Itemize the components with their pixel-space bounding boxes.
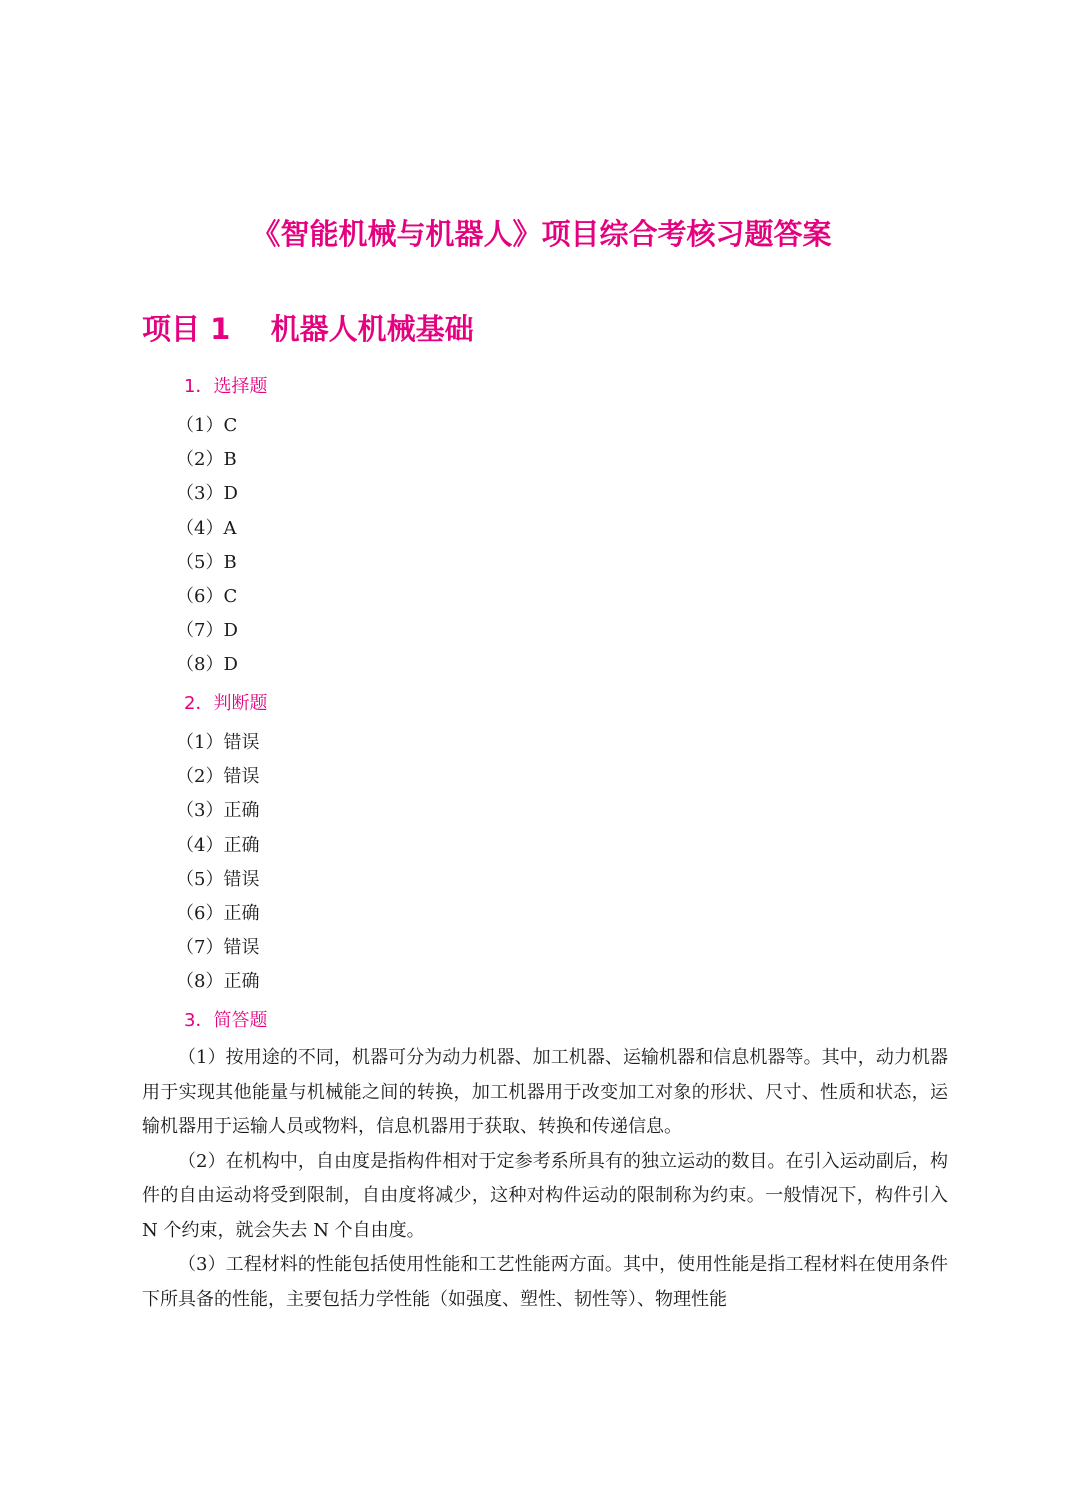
short-answer-paragraph: （2）在机构中，自由度是指构件相对于定参考系所具有的独立运动的数目。在引入运动副后，构件的自由运动将受到限制，自由度将减少，这种对构件运动的限制称为约束。一般情况下，构件引入 N 个约束，就会失去 N 个自由度。 xyxy=(142,1150,948,1241)
judgment-answer-list xyxy=(176,726,259,1000)
list-item: （6）正确 xyxy=(176,902,260,924)
section-heading-judgment: 2．判断题 xyxy=(184,693,268,714)
choice-answer-list xyxy=(176,409,238,683)
list-item: （3）D xyxy=(176,483,238,505)
list-item: （3）正确 xyxy=(176,800,260,822)
short-answer-body xyxy=(142,1041,948,1317)
short-answer-paragraph: （3）工程材料的性能包括使用性能和工艺性能两方面。其中，使用性能是指工程材料在使用条件下所具备的性能，主要包括力学性能（如强度、塑性、韧性等）、物理性能 xyxy=(142,1254,948,1310)
list-item: （7）D xyxy=(176,620,238,642)
list-item: （1）错误 xyxy=(176,732,260,753)
list-item: （2）错误 xyxy=(176,766,260,788)
list-item: （4）A xyxy=(176,517,237,539)
short-answer-paragraph: （1）按用途的不同，机器可分为动力机器、加工机器、运输机器和信息机器等。其中，动力机器用于实现其他能量与机械能之间的转换，加工机器用于改变加工对象的形状、尺寸、性质和状态，运输机器用于运输人员或物料，信息机器用于获取、转换和传递信息。 xyxy=(142,1047,948,1137)
list-item: （6）C xyxy=(176,585,238,607)
list-item: （8）D xyxy=(176,654,238,676)
list-item: （8）正确 xyxy=(176,971,260,993)
list-item: （5）B xyxy=(176,551,237,573)
section-heading-short-answer: 3．简答题 xyxy=(184,1010,268,1031)
list-item: （4）正确 xyxy=(176,834,260,856)
list-item: （1）C xyxy=(176,415,238,436)
list-item: （5）错误 xyxy=(176,868,260,890)
list-item: （7）错误 xyxy=(176,937,260,959)
list-item: （2）B xyxy=(176,449,237,471)
section-heading-choice: 1．选择题 xyxy=(184,376,268,397)
document-title: 《智能机械与机器人》项目综合考核习题答案 xyxy=(251,217,832,251)
project-heading: 项目 1 机器人机械基础 xyxy=(142,312,474,346)
